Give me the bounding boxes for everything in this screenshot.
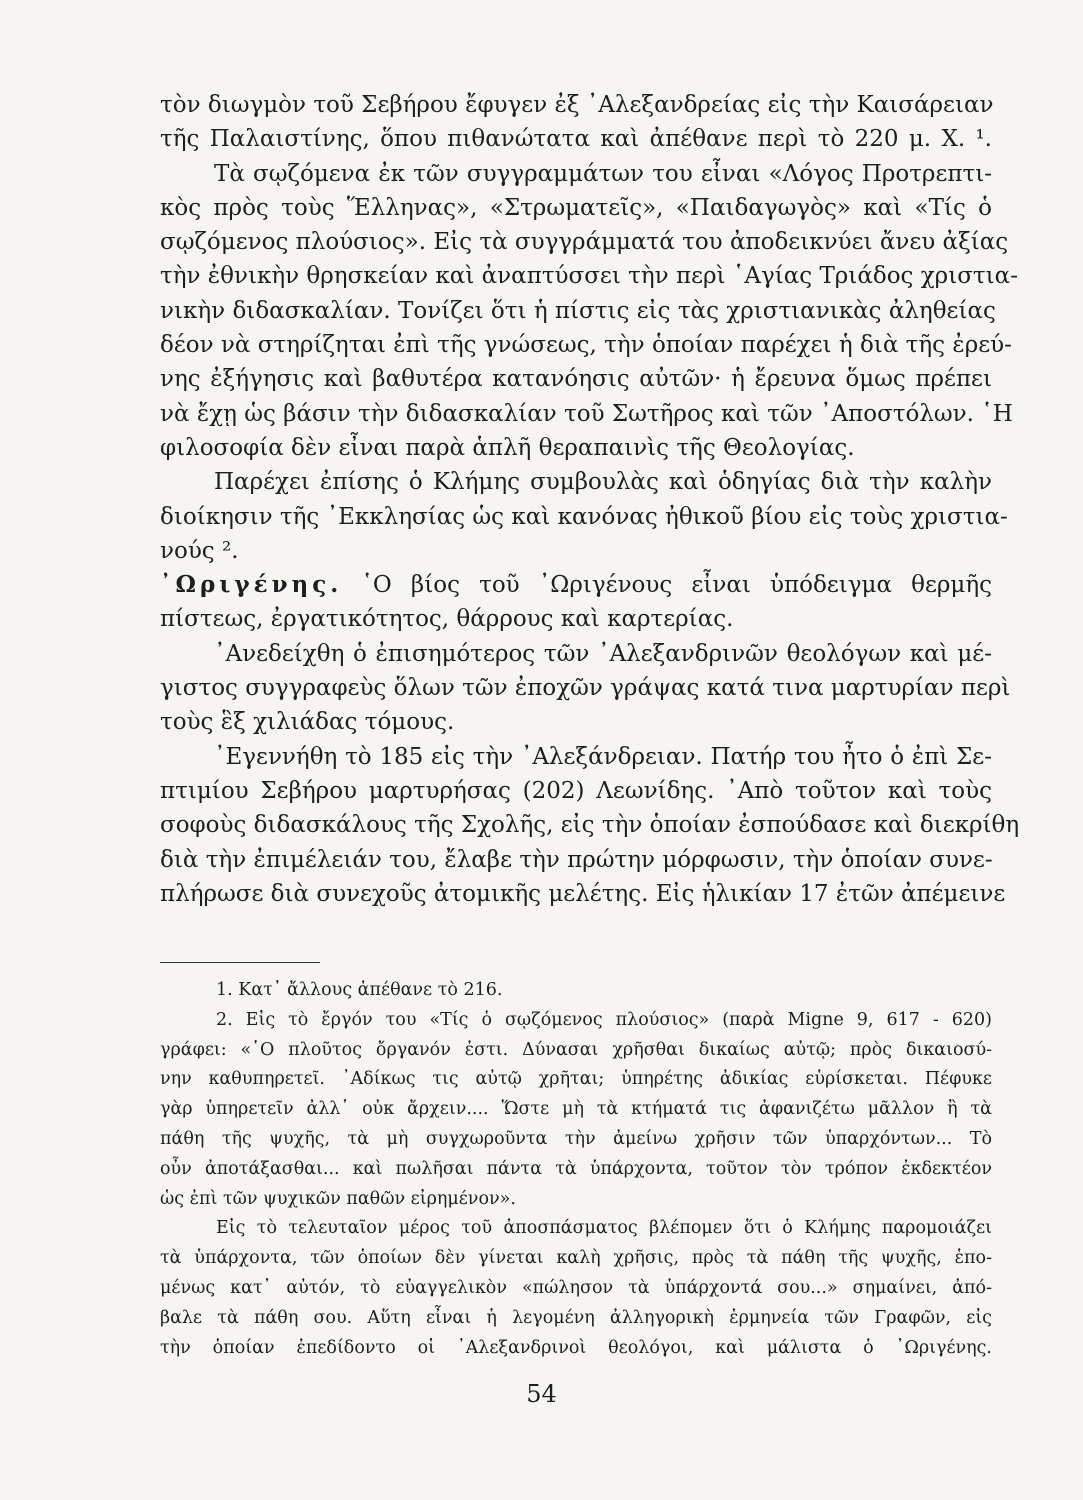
text-line: νὰ ἔχῃ ὡς βάσιν τὴν διδασκαλίαν τοῦ Σωτῆρος καὶ τῶν ᾿Αποστόλων. ῾Η [160, 400, 1013, 427]
text-line: ᾿Ανεδείχθη ὁ ἐπισημότερος τῶν ᾿Αλεξανδρινῶν θεολόγων καὶ μέ- [214, 640, 992, 667]
text-line: φιλοσοφία δὲν εἶναι παρὰ ἁπλῆ θεραπαινὶς τῆς Θεολογίας. [160, 434, 855, 461]
text-line: Τὰ σῳζόμενα ἐκ τῶν συγγραμμάτων του εἶναι «Λόγος Προτρεπτι- [214, 160, 992, 187]
footnote-line: βαλε τὰ πάθη σου. Αὕτη εἶναι ἡ λεγομένη ἀλληγορικὴ ἑρμηνεία τῶν Γραφῶν, εἰς [160, 1307, 992, 1328]
page-number: 54 [526, 1380, 557, 1408]
text-line: τοὺς ἓξ χιλιάδας τόμους. [160, 709, 455, 736]
footnote-line: νην καθυπηρετεῖ. ᾿Αδίκως τις αὐτῷ χρῆται; ὑπηρέτης ἀδικίας εὑρίσκεται. Πέφυκε [160, 1069, 992, 1090]
text-line: σῳζόμενος πλούσιος». Εἰς τὰ συγγράμματά του ἀποδεικνύει ἄνευ ἀξίας [160, 229, 1009, 256]
text-line: πλήρωσε διὰ συνεχοῦς ἀτομικῆς μελέτης. Εἰς ἡλικίαν 17 ἐτῶν ἀπέμεινε [160, 880, 1006, 907]
text-line: γιστος συγγραφεὺς ὅλων τῶν ἐποχῶν γράψας κατά τινα μαρτυρίαν περὶ [160, 675, 1011, 702]
text-line: πίστεως, ἐργατικότητος, θάρρους καὶ καρτερίας. [160, 606, 734, 633]
text-line: τῆς Παλαιστίνης, ὅπου πιθανώτατα καὶ ἀπέθανε περὶ τὸ 220 μ. Χ. ¹. [160, 126, 992, 153]
section-heading-line [160, 568, 992, 602]
main-text [160, 88, 1020, 911]
text-line: τὸν διωγμὸν τοῦ Σεβήρου ἔφυγεν ἐξ ᾿Αλεξανδρείας εἰς τὴν Καισάρειαν [160, 92, 994, 118]
footnote-line: 1. Κατ᾿ ἄλλους ἀπέθανε τὸ 216. [216, 980, 503, 1000]
text-line: νης ἐξήγησις καὶ βαθυτέρα κατανόησις αὐτῶν· ἡ ἔρευνα ὅμως πρέπει [160, 366, 992, 393]
text-line: δέον νὰ στηρίζηται ἐπὶ τῆς γνώσεως, τὴν ὁποίαν παρέχει ἡ διὰ τῆς ἐρεύ- [160, 332, 1012, 359]
footnote-line: πάθη τῆς ψυχῆς, τὰ μὴ συγχωροῦντα τὴν ἀμείνω χρῆσιν τῶν ὑπαρχόντων... Τὸ [160, 1128, 992, 1149]
footnotes [160, 976, 992, 1363]
text-line: νικὴν διδασκαλίαν. Τονίζει ὅτι ἡ πίστις εἰς τὰς χριστιανικὰς ἀληθείας [160, 297, 996, 324]
footnote-line: μένως κατ᾿ αὐτόν, τὸ εὐαγγελικὸν «πώλησον τὰ ὑπάρχοντά σου...» σημαίνει, ἀπό- [160, 1277, 992, 1298]
footnote-line: γράφει: «῾Ο πλοῦτος ὄργανόν ἐστι. Δύνασαι χρῆσθαι δικαίως αὐτῷ; πρὸς δικαιοσύ- [160, 1039, 992, 1060]
text-line: διοίκησιν τῆς ᾿Εκκλησίας ὡς καὶ κανόνας ἠθικοῦ βίου εἰς τοὺς χριστια- [160, 503, 1008, 530]
section-heading: ᾿Ωριγένης. [160, 571, 343, 599]
text-line: ᾿Εγεννήθη τὸ 185 εἰς τὴν ᾿Αλεξάνδρειαν. Πατήρ του ἦτο ὁ ἐπὶ Σε- [214, 743, 992, 770]
footnote-line: τὰ ὑπάρχοντα, τῶν ὁποίων δὲν γίνεται καλὴ χρῆσις, πρὸς τὰ πάθη τῆς ψυχῆς, ἑπο- [160, 1248, 992, 1269]
text-line: σοφοὺς διδασκάλους τῆς Σχολῆς, εἰς τὴν ὁποίαν ἐσπούδασε καὶ διεκρίθη [160, 812, 1020, 839]
footnote-line: γὰρ ὑπηρετεῖν ἀλλ᾿ οὐκ ἄρχειν.... Ὥστε μὴ τὰ κτήματά τις ἀφανιζέτω μᾶλλον ἢ τὰ [160, 1099, 992, 1120]
footnote-line: οὖν ἀποτάξασθαι... καὶ πωλῆσαι πάντα τὰ ὑπάρχοντα, τοῦτον τὸν τρόπον ἐκδεκτέον [160, 1158, 992, 1179]
footnote-divider [160, 962, 320, 963]
text-line: ῾Ο βίος τοῦ ᾿Ωριγένους εἶναι ὑπόδειγμα θερμῆς [361, 572, 993, 599]
text-line: τὴν ἐθνικὴν θρησκείαν καὶ ἀναπτύσσει τὴν περὶ ῾Αγίας Τριάδος χριστια- [160, 263, 1018, 290]
footnote-line: ὡς ἐπὶ τῶν ψυχικῶν παθῶν εἰρημένον». [160, 1188, 516, 1209]
footnote-line: Εἰς τὸ τελευταῖον μέρος τοῦ ἀποσπάσματος βλέπομεν ὅτι ὁ Κλήμης παρομοιάζει [216, 1218, 992, 1239]
text-line: νούς ². [160, 537, 239, 564]
footnote-line: 2. Εἰς τὸ ἔργόν του «Τίς ὁ σῳζόμενος πλούσιος» (παρὰ Migne 9, 617 - 620) [216, 1009, 992, 1030]
footnote-line: τὴν ὁποίαν ἐπεδίδοντο οἱ ᾿Αλεξανδρινοὶ θεολόγοι, καὶ μάλιστα ὁ ᾿Ωριγένης. [160, 1337, 992, 1358]
text-line: κὸς πρὸς τοὺς Ἕλληνας», «Στρωματεῖς», «Παιδαγωγὸς» καὶ «Τίς ὁ [160, 194, 992, 221]
text-line: Παρέχει ἐπίσης ὁ Κλήμης συμβουλὰς καὶ ὁδηγίας διὰ τὴν καλὴν [214, 469, 992, 496]
text-line: διὰ τὴν ἐπιμέλειάν του, ἔλαβε τὴν πρώτην μόρφωσιν, τὴν ὁποίαν συνε- [160, 846, 993, 873]
text-line: πτιμίου Σεβήρου μαρτυρήσας (202) Λεωνίδης. ᾿Απὸ τοῦτον καὶ τοὺς [160, 777, 992, 804]
